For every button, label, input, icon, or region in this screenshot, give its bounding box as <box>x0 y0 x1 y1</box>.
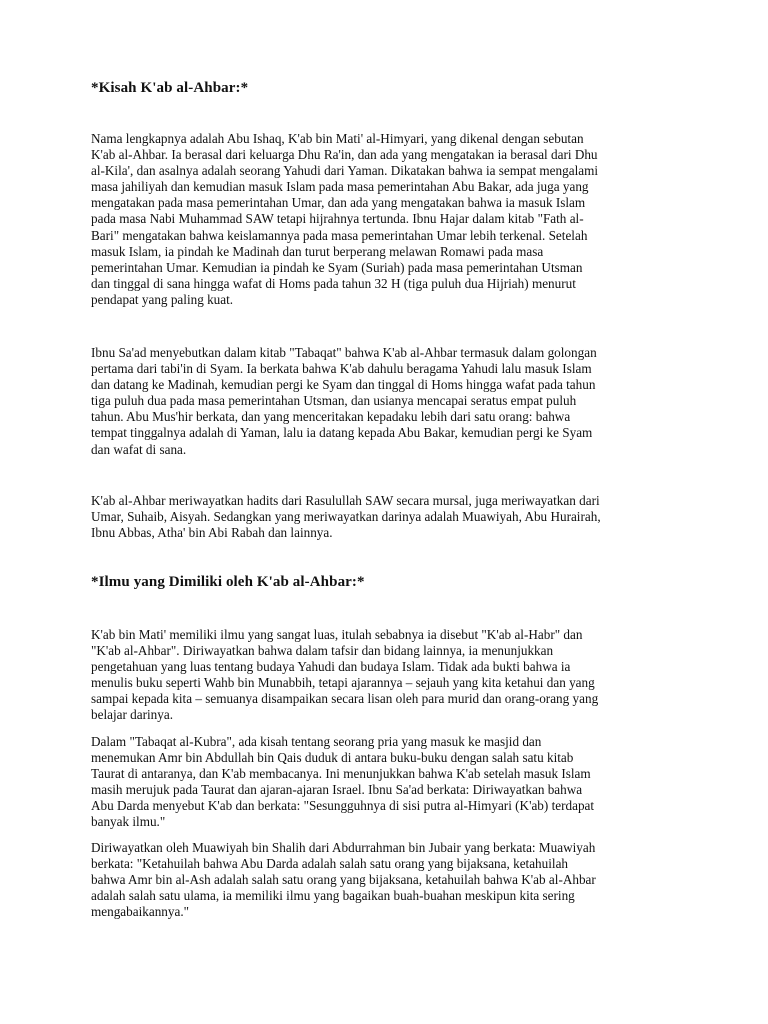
heading-ilmu: *Ilmu yang Dimiliki oleh K'ab al-Ahbar:* <box>91 574 365 590</box>
text-line: berkata: "Ketahuilah bahwa Abu Darda adalah salah satu orang yang bijaksana, ketahuilah <box>91 856 569 872</box>
text-line: masuk Islam, ia pindah ke Madinah dan turut berperang melawan Romawi pada masa <box>91 243 544 259</box>
text-line: adalah salah satu ulama, ia memiliki ilmu yang bagaikan buah-buahan meskipun kita sering <box>91 888 575 904</box>
text-line: Diriwayatkan oleh Muawiyah bin Shalih dari Abdurrahman bin Jubair yang berkata: Muawiyah <box>91 840 596 855</box>
text-line: pada masa Nabi Muhammad SAW tetapi hijrahnya tertunda. Ibnu Hajar dalam kitab "Fath al- <box>91 211 584 227</box>
text-line: pemerintahan Umar. Kemudian ia pindah ke Syam (Suriah) pada masa pemerintahan Utsman <box>91 259 583 275</box>
text-line: pengetahuan yang luas tentang budaya Yahudi dan budaya Islam. Tidak ada bukti bahwa ia <box>91 659 571 675</box>
text-line: menulis buku seperti Wahb bin Munabbih, tetapi ajarannya – sejauh yang kita ketahui dan yang <box>91 675 595 691</box>
text-line: tiga puluh dua pada masa pemerintahan Utsman, dan usianya mencapai seratus empat puluh <box>91 393 577 409</box>
heading-kisah: *Kisah K'ab al-Ahbar:* <box>91 80 249 96</box>
text-line: mengabaikannya." <box>91 904 190 920</box>
paragraph-tabaqat-kubra <box>91 734 681 831</box>
text-line: tahun. Abu Mus'hir berkata, dan yang menceritakan kepadaku lebih dari satu orang: bahwa <box>91 409 571 425</box>
text-line: masih merujuk pada Taurat dan ajaran-ajaran Israel. Ibnu Sa'ad berkata: Diriwayatkan bahwa <box>91 782 583 798</box>
text-line: belajar darinya. <box>91 707 174 723</box>
text-line: Bari" mengatakan bahwa keislamannya pada masa pemerintahan Umar lebih terkenal. Setelah <box>91 227 588 243</box>
text-line: menemukan Amr bin Abdullah bin Qais duduk di antara buku-buku dengan salah satu kitab <box>91 750 574 766</box>
text-line: Nama lengkapnya adalah Abu Ishaq, K'ab bin Mati' al-Himyari, yang dikenal dengan sebutan <box>91 131 584 146</box>
text-line: pendapat yang paling kuat. <box>91 291 234 307</box>
text-line: bahwa Amr bin al-Ash adalah salah satu orang yang bijaksana, ketahuilah bahwa K'ab al-Ahbar <box>91 872 596 888</box>
text-line: Ibnu Sa'ad menyebutkan dalam kitab "Tabaqat" bahwa K'ab al-Ahbar termasuk dalam golongan <box>91 345 597 360</box>
text-line: masa jahiliyah dan kemudian masuk Islam pada masa pemerintahan Abu Bakar, ada juga yang <box>91 179 589 195</box>
text-line: Abu Darda menyebut K'ab dan berkata: "Sesungguhnya di sisi putra al-Himyari (K'ab) terdapat <box>91 798 595 814</box>
text-line: sampai kepada kita – semuanya disampaikan secara lisan oleh para murid dan orang-orang yang <box>91 691 599 707</box>
text-line: K'ab bin Mati' memiliki ilmu yang sangat luas, itulah sebabnya ia disebut "K'ab al-Habr" dan <box>91 627 583 642</box>
paragraph-riwayat <box>91 493 681 541</box>
text-line: dan wafat di sana. <box>91 441 187 457</box>
text-line: K'ab al-Ahbar meriwayatkan hadits dari Rasulullah SAW secara mursal, juga meriwayatkan dari <box>91 493 600 508</box>
paragraph-ibnu-saad <box>91 345 681 458</box>
paragraph-biography <box>91 131 681 308</box>
text-line: banyak ilmu." <box>91 814 166 830</box>
text-line: pertama dari tabi'in di Syam. Ia berkata bahwa K'ab dahulu beragama Yahudi lalu masuk Islam <box>91 361 592 377</box>
text-line: al-Kila', dan asalnya adalah seorang Yahudi dari Yaman. Dikatakan bahwa ia sempat mengalami <box>91 163 599 179</box>
paragraph-ilmu <box>91 627 681 724</box>
paragraph-muawiyah <box>91 840 681 920</box>
text-line: dan tinggal di sana hingga wafat di Homs pada tahun 32 H (tiga puluh dua Hijriah) menurut <box>91 275 576 291</box>
text-line: Umar, Suhaib, Aisyah. Sedangkan yang meriwayatkan darinya adalah Muawiyah, Abu Hurairah, <box>91 509 601 525</box>
text-line: Dalam "Tabaqat al-Kubra", ada kisah tentang seorang pria yang masuk ke masjid dan <box>91 734 542 749</box>
text-line: mengatakan pada masa pemerintahan Umar, dan ada yang mengatakan bahwa ia masuk Islam <box>91 195 586 211</box>
text-line: dan datang ke Madinah, kemudian pergi ke Syam dan tinggal di Homs hingga wafat pada tahun <box>91 377 596 393</box>
text-line: tempat tinggalnya adalah di Yaman, lalu ia datang kepada Abu Bakar, kemudian pergi ke Syam <box>91 425 593 441</box>
text-line: Taurat di antaranya, dan K'ab membacanya. Ini menunjukkan bahwa K'ab setelah masuk Islam <box>91 766 591 782</box>
text-line: K'ab al-Ahbar. Ia berasal dari keluarga Dhu Ra'in, dan ada yang mengatakan ia berasal dari Dhu <box>91 147 598 163</box>
text-line: "K'ab al-Ahbar". Diriwayatkan bahwa dalam tafsir dan bidang lainnya, ia menunjukkan <box>91 643 554 659</box>
text-line: Ibnu Abbas, Atha' bin Abi Rabah dan lainnya. <box>91 525 333 541</box>
